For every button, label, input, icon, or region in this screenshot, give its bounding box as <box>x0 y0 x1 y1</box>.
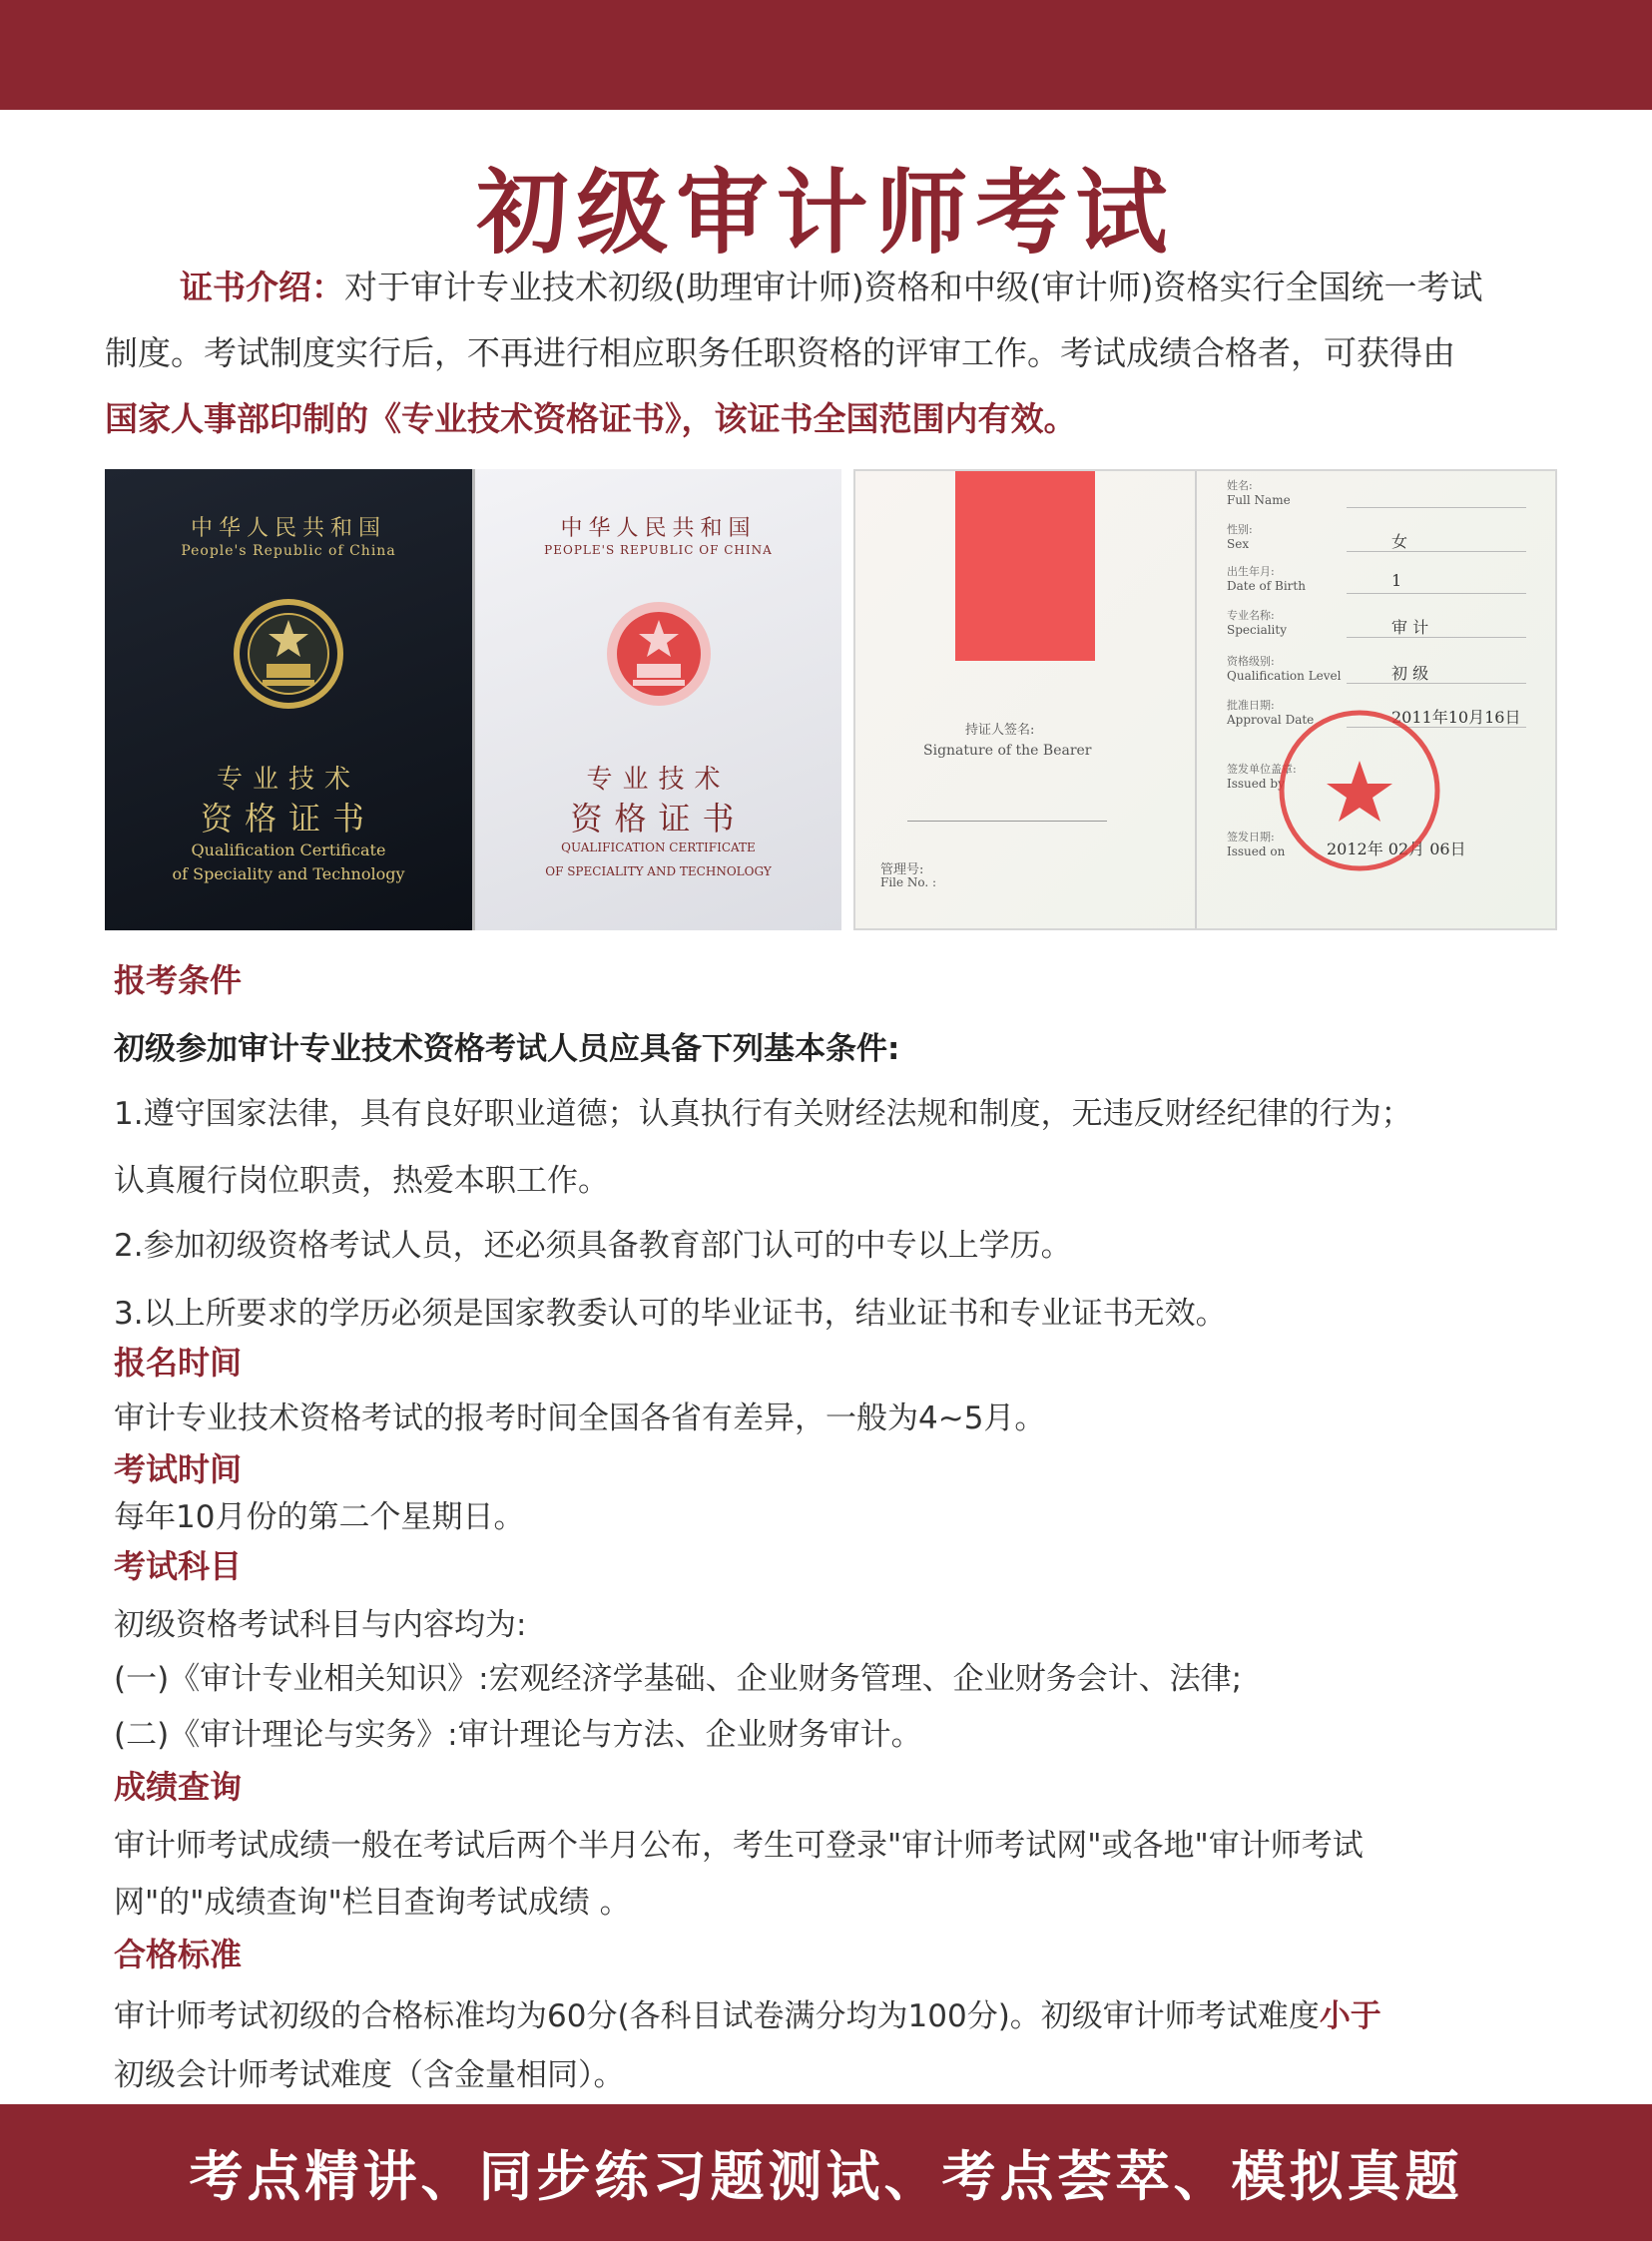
exam-time-text: 每年10月份的第二个星期日。 <box>114 1499 525 1535</box>
field-value: 2011年10月16日 <box>1391 708 1521 727</box>
conditions-item-1b: 认真履行岗位职责，热爱本职工作。 <box>114 1163 609 1199</box>
certificate-open-page <box>853 469 1557 930</box>
field-birth <box>1227 563 1526 593</box>
intro-text-3: 国家人事部印制的《专业技术资格证书》，该证书全国范围内有效。 <box>105 399 1077 438</box>
field-label-en: Full Name <box>1227 493 1291 507</box>
passing-text-2: 初级会计师考试难度（含金量相同）。 <box>114 2057 625 2093</box>
field-label-en: Sex <box>1227 537 1250 551</box>
section-title-registration: 报名时间 <box>114 1344 243 1382</box>
field-name <box>1227 477 1526 507</box>
subjects-lead: 初级资格考试科目与内容均为: <box>114 1607 527 1643</box>
field-value: 初 级 <box>1391 664 1429 683</box>
intro-paragraph <box>105 255 1557 452</box>
field-label-cn: 批准日期: <box>1227 699 1275 712</box>
top-banner <box>0 0 1652 110</box>
field-label-cn: 性别: <box>1227 523 1253 536</box>
page-title: 初级审计师考试 <box>476 160 1176 267</box>
cover-country-cn: 中华人民共和国 <box>560 516 757 541</box>
signature-label-en: Signature of the Bearer <box>923 743 1092 759</box>
field-label-en: Qualification Level <box>1227 669 1342 683</box>
conditions-lead: 初级参加审计专业技术资格考试人员应具备下列基本条件: <box>114 1031 900 1067</box>
cover-en-1: QUALIFICATION CERTIFICATE <box>561 840 756 854</box>
certificate-photos <box>105 469 1557 930</box>
certificate-cover-dark <box>105 469 472 930</box>
field-label-cn: 专业名称: <box>1227 609 1275 622</box>
cover-country-en: PEOPLE'S REPUBLIC OF CHINA <box>544 543 773 557</box>
footer-banner <box>0 2104 1652 2241</box>
results-text-2: 网"的"成绩查询"栏目查询考试成绩 。 <box>114 1885 631 1921</box>
official-seal-icon <box>1275 706 1444 875</box>
file-no-label-cn: 管理号: <box>880 862 924 877</box>
registration-text: 审计专业技术资格考试的报考时间全国各省有差异，一般为4~5月。 <box>114 1401 1046 1436</box>
conditions-item-3: 3.以上所要求的学历必须是国家教委认可的毕业证书，结业证书和专业证书无效。 <box>114 1296 1227 1332</box>
passing-text-1 <box>114 1990 1551 2035</box>
section-title-conditions: 报考条件 <box>114 961 243 999</box>
field-label-en: Approval Date <box>1227 713 1315 727</box>
conditions-item-1a: 1.遵守国家法律，具有良好职业道德；认真执行有关财经法规和制度，无违反财经纪律的行为； <box>114 1096 1412 1132</box>
field-label-cn: 资格级别: <box>1227 655 1275 668</box>
field-label-cn: 姓名: <box>1227 479 1253 492</box>
subjects-item-2: (二)《审计理论与实务》:审计理论与方法、企业财务审计。 <box>114 1717 922 1753</box>
signature-label-cn: 持证人签名: <box>965 723 1035 738</box>
field-value: 女 <box>1391 532 1408 551</box>
signature-line <box>907 821 1107 822</box>
field-value: 2012年 02月 06日 <box>1327 840 1466 858</box>
footer-text: 考点精讲、同步练习题测试、考点荟萃、模拟真题 <box>189 2145 1463 2208</box>
field-label-en: Date of Birth <box>1227 579 1306 593</box>
national-emblem-icon <box>229 594 348 714</box>
cover-en-1: Qualification Certificate <box>191 840 386 859</box>
field-value: 审 计 <box>1391 618 1429 637</box>
field-label-cn: 签发单位盖章: <box>1227 763 1297 776</box>
cover-title-2: 资格证书 <box>570 800 747 838</box>
field-label-en: Speciality <box>1227 623 1287 637</box>
passing-text-1-main: 审计师考试初级的合格标准均为60分(各科目试卷满分均为100分)。初级审计师考试难度 <box>114 1998 1320 2034</box>
section-title-exam-time: 考试时间 <box>114 1450 243 1488</box>
cover-title-1: 专业技术 <box>586 765 731 795</box>
field-speciality <box>1227 607 1526 637</box>
field-label-cn: 出生年月: <box>1227 565 1275 578</box>
photo-redacted-block <box>955 471 1095 661</box>
field-value: 1 <box>1391 571 1402 590</box>
field-label-en: Issued on <box>1227 844 1286 858</box>
section-title-results: 成绩查询 <box>114 1768 243 1806</box>
cover-country-cn: 中华人民共和国 <box>190 516 386 541</box>
national-emblem-icon <box>599 594 719 714</box>
cover-en-2: OF SPECIALITY AND TECHNOLOGY <box>545 864 772 878</box>
cover-title-2: 资格证书 <box>200 800 376 838</box>
passing-text-1-emphasis: 小于 <box>1319 1998 1381 2034</box>
field-sex <box>1227 521 1526 551</box>
field-level <box>1227 653 1526 683</box>
cover-title-1: 专业技术 <box>216 765 360 795</box>
file-no-label-en: File No. : <box>880 875 937 889</box>
cover-country-en: People's Republic of China <box>181 543 396 559</box>
conditions-item-2: 2.参加初级资格考试人员，还必须具备教育部门认可的中专以上学历。 <box>114 1228 1072 1264</box>
field-label-cn: 签发日期: <box>1227 831 1275 843</box>
field-label-en: Issued by <box>1227 777 1285 791</box>
intro-text-2: 制度。考试制度实行后，不再进行相应职务任职资格的评审工作。考试成绩合格者，可获得由 <box>105 333 1455 372</box>
subjects-item-1: (一)《审计专业相关知识》:宏观经济学基础、企业财务管理、企业财务会计、法律; <box>114 1661 1243 1697</box>
page-fold <box>1195 471 1197 928</box>
cover-en-2: of Speciality and Technology <box>172 864 405 883</box>
intro-label: 证书介绍： <box>180 268 344 306</box>
section-title-subjects: 考试科目 <box>114 1547 243 1585</box>
intro-text-1: 对于审计专业技术初级(助理审计师)资格和中级(审计师)资格实行全国统一考试 <box>344 268 1483 306</box>
section-title-passing: 合格标准 <box>114 1936 243 1973</box>
results-text-1: 审计师考试成绩一般在考试后两个半月公布，考生可登录"审计师考试网"或各地"审计师考试 <box>114 1828 1364 1864</box>
certificate-cover-light <box>472 469 841 930</box>
